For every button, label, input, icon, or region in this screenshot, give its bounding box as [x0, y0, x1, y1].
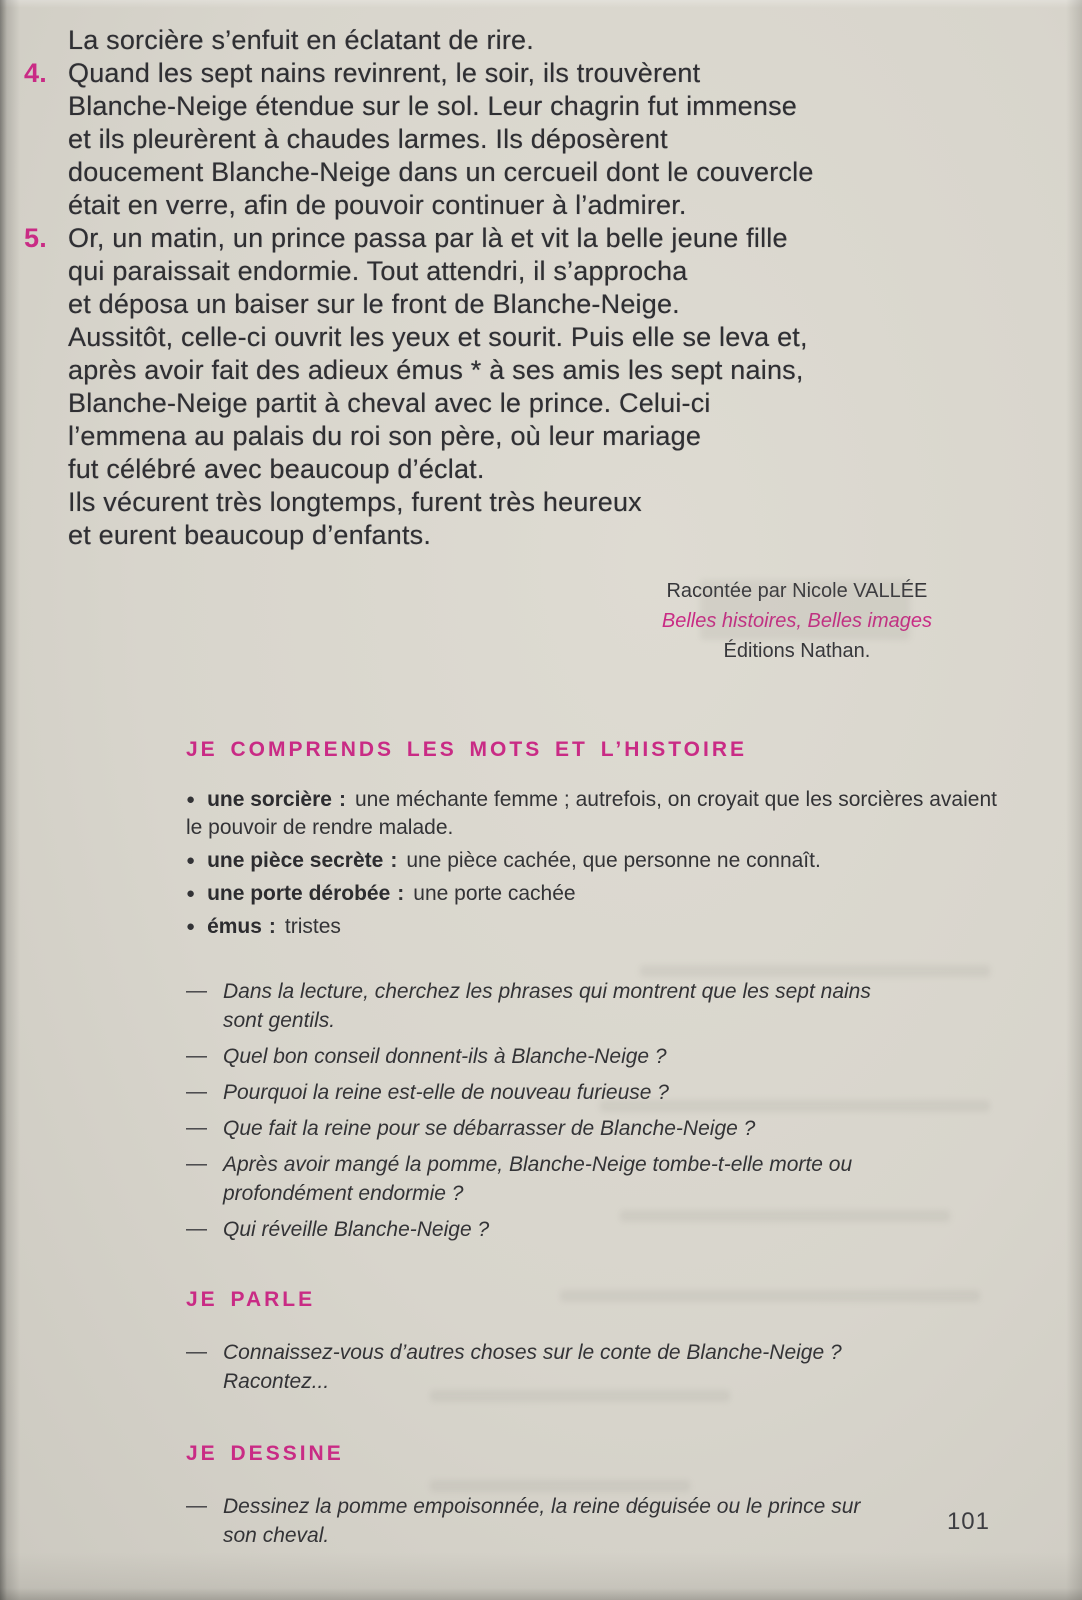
question-item	[186, 1078, 1008, 1107]
story-line: La sorcière s’enfuit en éclatant de rire.	[68, 25, 534, 55]
dash-marker: —	[186, 1080, 207, 1103]
paragraph-text: Quand les sept nains revinrent, le soir, ils trouvèrent Blanche-Neige étendue sur le sol. Leur chagrin fut immense et ils pleurèrent à chaudes larmes. Ils déposèrent doucement Blanche-Neige dans un cercueil dont le couvercle était en verre, afin de pouvoir continuer à l’admirer.	[68, 58, 814, 220]
question-text: Quel bon conseil donnent-ils à Blanche-Neige ?	[223, 1045, 667, 1068]
dash-marker: —	[186, 979, 207, 1002]
attribution-narrator: Racontée par Nicole VALLÉE	[666, 580, 928, 602]
question-text: Que fait la reine pour se débarrasser de Blanche-Neige ?	[223, 1117, 756, 1140]
section-title-comprehension: JE COMPRENDS LES MOTS ET L’HISTOIRE	[186, 738, 748, 761]
question-item	[186, 977, 1008, 1035]
dash-marker: —	[186, 1340, 207, 1363]
story-paragraph-4	[24, 57, 1024, 222]
question-item	[186, 1215, 1008, 1244]
section-title-draw: JE DESSINE	[186, 1442, 344, 1465]
story-paragraph-5	[24, 222, 1024, 552]
dash-marker: —	[186, 1152, 207, 1175]
question-text: Après avoir mangé la pomme, Blanche-Neige tombe-t-elle morte ou profondément endormie ?	[223, 1153, 853, 1205]
bullet-marker: ●	[186, 885, 196, 902]
vocab-term: émus	[207, 915, 262, 938]
exercise-sections	[0, 736, 1082, 1550]
paragraph-number: 5.	[24, 223, 47, 253]
dash-marker: —	[186, 1217, 207, 1240]
vocab-definition: tristes	[284, 915, 341, 938]
vocab-separator: :	[397, 882, 405, 905]
dash-marker: —	[186, 1044, 207, 1067]
paragraph-number: 4.	[24, 58, 47, 88]
attribution-publisher: Éditions Nathan.	[723, 640, 871, 662]
vocab-separator: :	[338, 788, 346, 811]
draw-item-text: Dessinez la pomme empoisonnée, la reine déguisée ou le prince sur son cheval.	[223, 1495, 861, 1547]
page-number: 101	[946, 1508, 990, 1535]
vocab-term: une pièce secrète	[207, 849, 384, 872]
question-text: Pourquoi la reine est-elle de nouveau furieuse ?	[223, 1081, 669, 1104]
bullet-marker: ●	[186, 852, 196, 869]
comprehension-questions	[186, 977, 1008, 1244]
vocab-term: une porte dérobée	[207, 882, 391, 905]
dash-marker: —	[186, 1494, 207, 1517]
vocab-item	[186, 913, 1008, 941]
vocab-separator: :	[390, 849, 398, 872]
vocab-item	[186, 786, 1008, 842]
vocab-item	[186, 880, 1008, 908]
vocab-term: une sorcière	[207, 788, 332, 811]
story-section	[0, 0, 1082, 552]
vocabulary-list	[186, 786, 1008, 941]
question-text: Dans la lecture, cherchez les phrases qui montrent que les sept nains sont gentils.	[223, 980, 871, 1032]
speak-items	[186, 1338, 1008, 1396]
vocab-separator: :	[268, 915, 276, 938]
vocab-definition: une méchante femme ; autrefois, on croyait que les sorcières avaient le pouvoir de rendre malade.	[186, 788, 997, 839]
bullet-marker: ●	[186, 791, 196, 808]
dash-marker: —	[186, 1116, 207, 1139]
draw-item	[186, 1492, 1008, 1550]
question-item	[186, 1150, 1008, 1208]
attribution-block	[662, 576, 932, 666]
question-text: Qui réveille Blanche-Neige ?	[223, 1218, 490, 1241]
speak-item-text: Connaissez-vous d’autres choses sur le conte de Blanche-Neige ? Racontez...	[223, 1341, 842, 1393]
draw-items	[186, 1492, 1008, 1550]
vocab-item	[186, 847, 1008, 875]
question-item	[186, 1042, 1008, 1071]
vocab-definition: une pièce cachée, que personne ne connaît.	[406, 849, 821, 872]
bullet-marker: ●	[186, 918, 196, 935]
attribution-source-title: Belles histoires, Belles images	[661, 610, 932, 632]
paragraph-text: Or, un matin, un prince passa par là et vit la belle jeune fille qui paraissait endormie. Tout attendri, il s’approcha et déposa un baiser sur le front de Blanche-Neige. Aussitôt, celle-ci ouvrit les yeux et sourit. Puis elle se leva et, après avoir fait des adieux émus * à ses amis les sept nains, Blanche-Neige partit à cheval avec le prince. Celui-ci l’emmena au palais du roi son père, où leur mariage fut célébré avec beaucoup d’éclat. Ils vécurent très longtemps, furent très heureux et eurent beaucoup d’enfants.	[68, 223, 808, 550]
speak-item	[186, 1338, 1008, 1396]
question-item	[186, 1114, 1008, 1143]
vocab-definition: une porte cachée	[413, 882, 576, 905]
section-title-speak: JE PARLE	[186, 1288, 316, 1311]
